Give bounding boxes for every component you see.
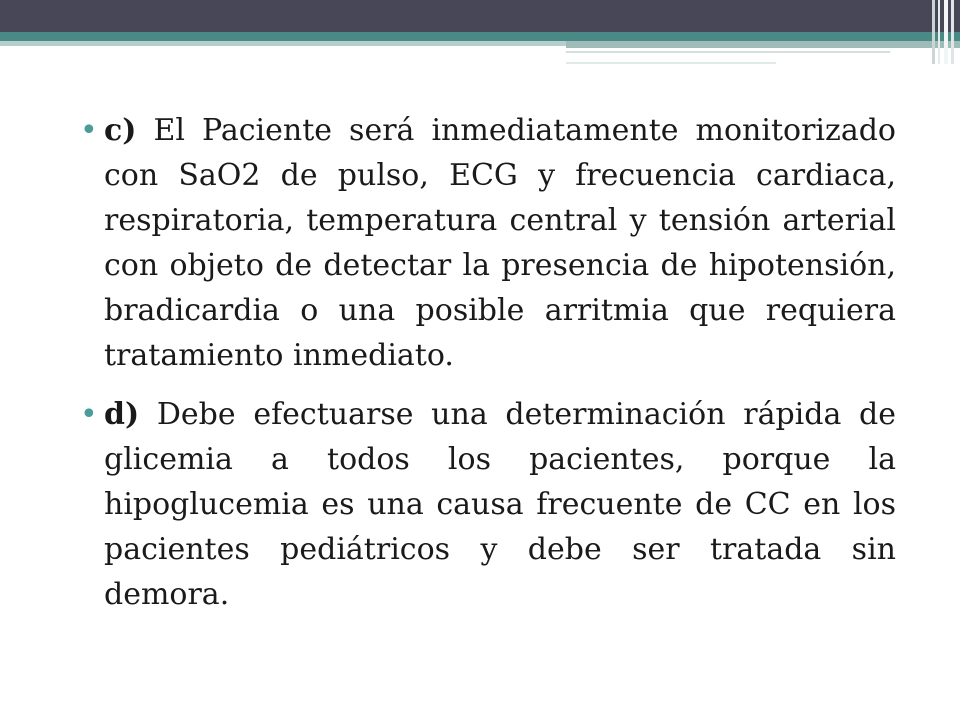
header-banner-step <box>566 41 960 48</box>
bullet-item-c <box>80 108 896 378</box>
header-edge-rule <box>932 0 935 64</box>
slide-body <box>80 108 896 631</box>
bullet-label: c) <box>104 113 137 148</box>
bullet-item-d <box>80 392 896 617</box>
header-edge-rule <box>944 0 948 64</box>
bullet-dot: • <box>80 113 98 148</box>
header-decor-line-2 <box>566 62 776 64</box>
header-edge-rule <box>951 0 954 64</box>
header-decor-line <box>566 51 890 53</box>
bullet-text: Debe efectuarse una determinación rápida de glicemia a todos los pacientes, porque la hipoglucemia es una causa frecuente de CC en los pacientes pediátricos y debe ser tratada sin demora. <box>104 397 896 612</box>
header-edge-rule <box>938 0 940 64</box>
bullet-label: d) <box>104 397 140 432</box>
bullet-dot: • <box>80 397 98 432</box>
bullet-text: El Paciente será inmediatamente monitorizado con SaO2 de pulso, ECG y frecuencia cardiaca, respiratoria, temperatura central y tensión arterial con objeto de detectar la presencia de hipotensión, bradicardia o una posible arritmia que requiera tratamiento inmediato. <box>104 113 896 373</box>
header-banner-dark <box>0 0 960 32</box>
header-banner-teal <box>0 32 960 41</box>
